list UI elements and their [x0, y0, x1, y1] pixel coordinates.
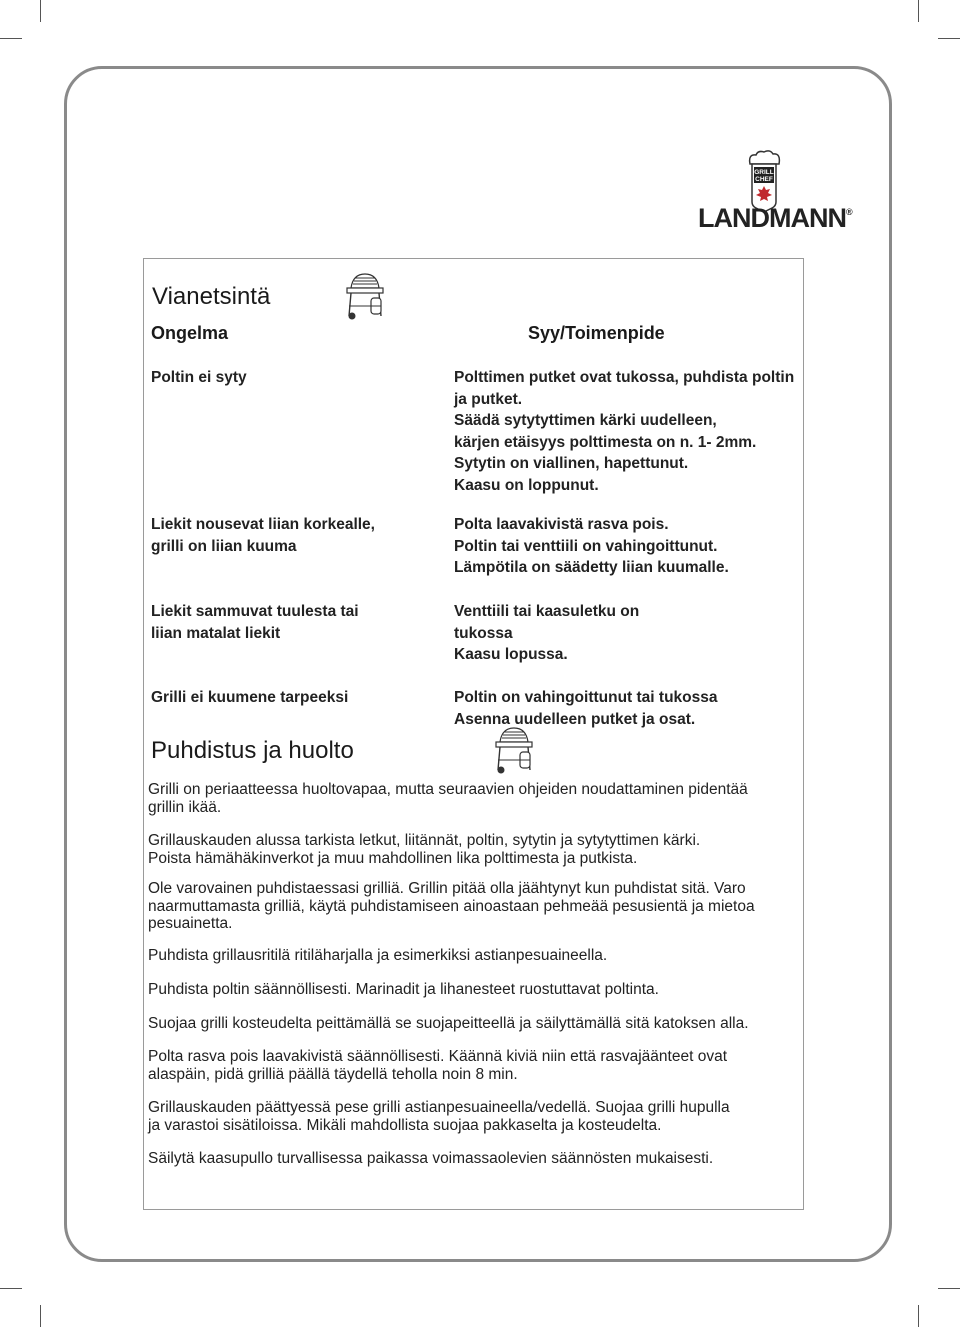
crop-mark [40, 0, 41, 22]
problem-column-header: Ongelma [151, 323, 229, 343]
solution-cell: Polttimen putket ovat tukossa, puhdista poltin ja putket. Säädä sytytyttimen kärki uudelleen, kärjen etäisyys polttimesta on n. 1- 2mm. Sytytin on viallinen, hapettunut. Kaasu on loppunut. [454, 369, 795, 494]
crop-mark [0, 38, 22, 39]
maintenance-title: Puhdistus ja huolto [151, 737, 354, 764]
maintenance-paragraph: Grillauskauden päättyessä pese grilli astianpesuaineella/vedellä. Suojaa grilli hupulla ja varastoi sisätiloissa. Mikäli mahdollista suojaa pakkaselta ja kosteudelta. [148, 1099, 730, 1134]
logo-badge-line2: CHEF [755, 176, 773, 183]
solution-cell: Venttiili tai kaasuletku on tukossa Kaasu lopussa. [454, 603, 640, 663]
grill-icon [343, 270, 387, 322]
maintenance-paragraph: Säilytä kaasupullo turvallisessa paikassa voimassaolevien säännösten mukaisesti. [148, 1150, 714, 1167]
problem-cell: Grilli ei kuumene tarpeeksi [151, 689, 349, 706]
maintenance-paragraph: Grilli on periaatteessa huoltovapaa, mutta seuraavien ohjeiden noudattaminen pidentää grillin ikää. [148, 781, 748, 816]
solution-cell: Polta laavakivistä rasva pois. Poltin tai venttiili on vahingoittunut. Lämpötila on säädetty liian kuumalle. [454, 516, 729, 576]
maintenance-paragraph: Polta rasva pois laavakivistä säännöllisesti. Käännä kiviä niin että rasvajäänteet ovat alaspäin, pidä grilliä päällä täydellä teholla noin 8 min. [148, 1048, 727, 1083]
maintenance-paragraph: Puhdista poltin säännöllisesti. Marinadit ja lihanesteet ruostuttavat poltinta. [148, 981, 659, 998]
problem-cell: Liekit sammuvat tuulesta tai liian matalat liekit [151, 603, 359, 642]
crop-mark [918, 1305, 919, 1327]
troubleshooting-title: Vianetsintä [152, 283, 271, 310]
crop-mark [938, 1288, 960, 1289]
logo-badge-line1: GRILL [754, 169, 774, 176]
crop-mark [938, 38, 960, 39]
solution-column-header: Syy/Toimenpide [528, 323, 665, 343]
maintenance-paragraph: Grillauskauden alussa tarkista letkut, liitännät, poltin, sytytin ja sytytyttimen kärki. Poista hämähäkinverkot ja muu mahdollinen lika polttimesta ja putkista. [148, 832, 701, 867]
crop-mark [0, 1288, 22, 1289]
maintenance-paragraph: Ole varovainen puhdistaessasi grilliä. Grillin pitää olla jäähtynyt kun puhdistat sitä. Varo naarmuttamasta grilliä, käytä puhdistamiseen ainoastaan pehmeää pesusientä ja mietoa pesuainetta. [148, 880, 755, 932]
brand-wordmark: LANDMANN® [698, 203, 852, 233]
crop-mark [918, 0, 919, 22]
maintenance-paragraph: Puhdista grillausritilä ritiläharjalla ja esimerkiksi astianpesuaineella. [148, 947, 608, 964]
problem-cell: Poltin ei syty [151, 369, 247, 386]
grill-icon [492, 724, 536, 776]
maintenance-paragraph: Suojaa grilli kosteudelta peittämällä se suojapeitteellä ja säilyttämällä sitä katoksen alla. [148, 1015, 749, 1032]
solution-cell: Poltin on vahingoittunut tai tukossa Asenna uudelleen putket ja osat. [454, 689, 718, 728]
problem-cell: Liekit nousevat liian korkealle, grilli on liian kuuma [151, 516, 375, 555]
crop-mark [40, 1305, 41, 1327]
